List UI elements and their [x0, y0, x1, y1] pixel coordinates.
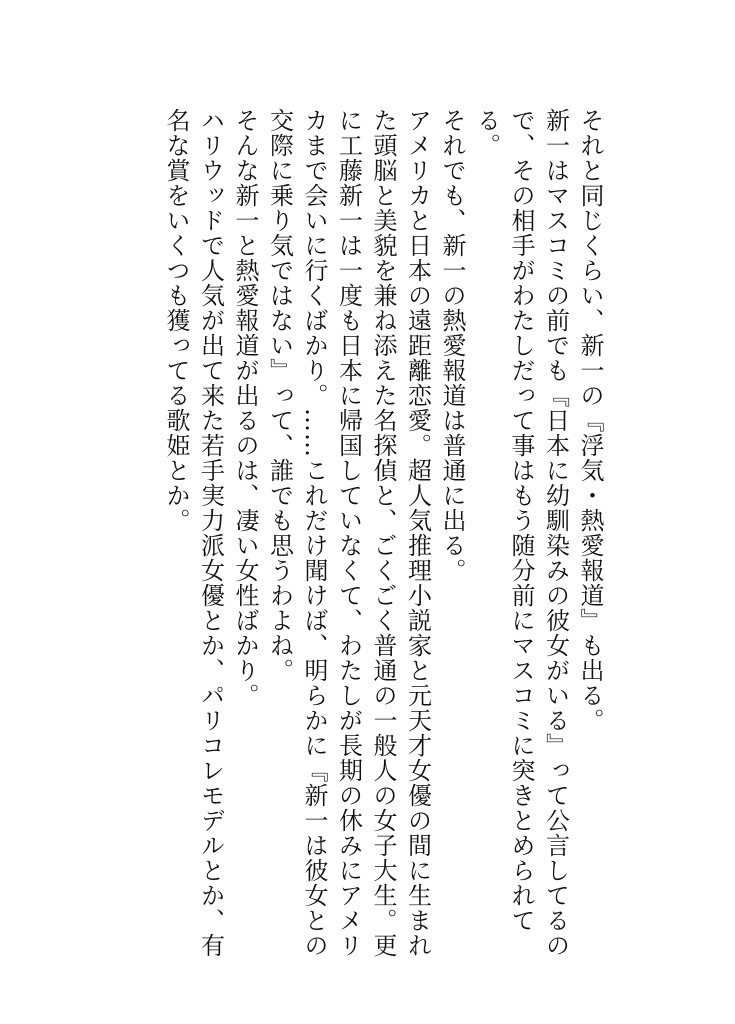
paragraph-6: ハリウッドで人気が出て来た若手実力派女優とか、パリコレモデルとか、有名な賞をいくつも獲ってる歌姫とか。 [162, 108, 225, 958]
paragraph-3: それでも、新一の熱愛報道は普通に出る。 [438, 108, 466, 583]
paragraph-5: そんな新一と熱愛報道が出るのは、凄い女性ばかり。 [231, 108, 259, 708]
paragraph-1: それと同じくらい、新一の『浮気・熱愛報道』も出る。 [576, 108, 604, 733]
paragraph-2: 新一はマスコミの前でも『日本に幼馴染みの彼女がいる』って公言してるので、その相手がわたしだって事はもう随分前にマスコミに突きとめられてる。 [472, 108, 570, 958]
vertical-body-text [107, 108, 607, 978]
paragraph-4: アメリカと日本の遠距離恋愛。超人気推理小説家と元天才女優の間に生まれた頭脳と美貌を兼ね添えた名探偵と、ごくごく普通の一般人の女子大生。更に工藤新一は一度も日本に帰国していなくて、わたしが長期の休みにアメリカまで会いに行くばかり。……これだけ聞けば、明らかに『新一は彼女との交際に乗り気ではない』って、誰でも思うわよね。 [265, 108, 432, 958]
